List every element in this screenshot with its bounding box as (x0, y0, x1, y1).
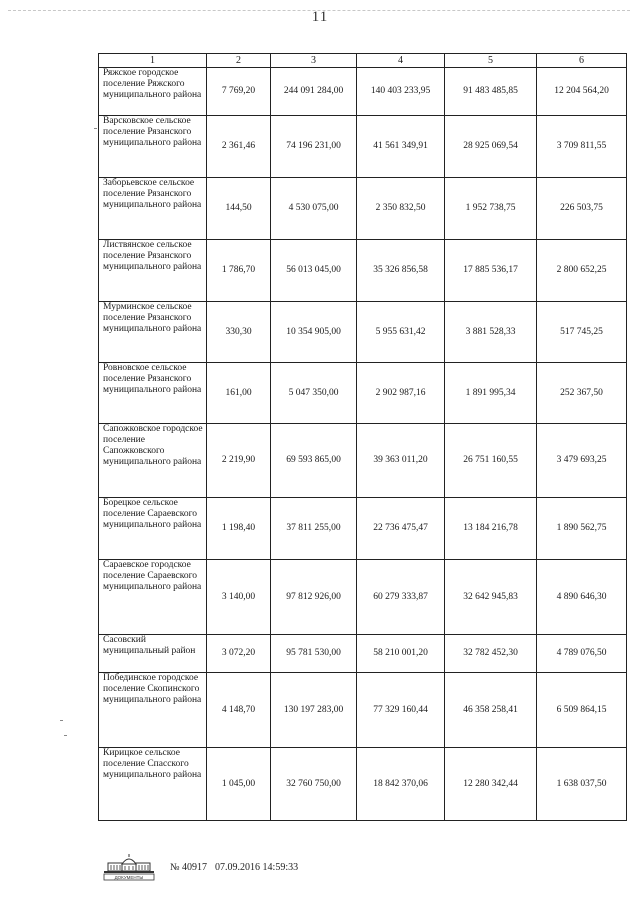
cell-col6: 517 745,25 (537, 302, 627, 363)
settlement-name: Сасовский муниципальный район (99, 635, 207, 673)
cell-col2: 3 140,00 (207, 560, 271, 635)
settlement-name: Заборьевское сельское поселение Рязанского муниципального района (99, 178, 207, 240)
data-table (98, 53, 627, 821)
cell-col4: 18 842 370,06 (357, 748, 445, 821)
cell-col4: 140 403 233,95 (357, 68, 445, 116)
cell-col6: 1 890 562,75 (537, 498, 627, 560)
cell-col3: 10 354 905,00 (271, 302, 357, 363)
cell-col4: 41 561 349,91 (357, 116, 445, 178)
cell-col2: 7 769,20 (207, 68, 271, 116)
column-header: 2 (207, 54, 271, 68)
column-header: 1 (99, 54, 207, 68)
logo-caption: ДОКУМЕНТЫ (114, 875, 144, 880)
table-row (99, 635, 627, 673)
cell-col3: 95 781 530,00 (271, 635, 357, 673)
archive-logo-icon (100, 853, 158, 881)
cell-col4: 22 736 475,47 (357, 498, 445, 560)
page-number: 11 (311, 9, 329, 25)
cell-col4: 77 329 160,44 (357, 673, 445, 748)
column-header: 4 (357, 54, 445, 68)
cell-col4: 35 326 856,58 (357, 240, 445, 302)
cell-col5: 1 952 738,75 (445, 178, 537, 240)
cell-col5: 32 782 452,30 (445, 635, 537, 673)
cell-col3: 32 760 750,00 (271, 748, 357, 821)
settlement-name: Сапожковское городское поселение Сапожковского муниципального района (99, 424, 207, 498)
cell-col6: 3 479 693,25 (537, 424, 627, 498)
table-row (99, 498, 627, 560)
cell-col5: 1 891 995,34 (445, 363, 537, 424)
settlement-name: Сараевское городское поселение Сараевского муниципального района (99, 560, 207, 635)
margin-mark (64, 735, 67, 736)
cell-col2: 3 072,20 (207, 635, 271, 673)
cell-col2: 2 361,46 (207, 116, 271, 178)
footer-stamp (100, 852, 298, 882)
cell-col4: 2 902 987,16 (357, 363, 445, 424)
settlement-name: Кирицкое сельское поселение Спасского муниципального района (99, 748, 207, 821)
cell-col6: 3 709 811,55 (537, 116, 627, 178)
table-header-row (99, 54, 627, 68)
cell-col5: 26 751 160,55 (445, 424, 537, 498)
column-header: 5 (445, 54, 537, 68)
cell-col3: 244 091 284,00 (271, 68, 357, 116)
cell-col6: 1 638 037,50 (537, 748, 627, 821)
settlement-name: Борецкое сельское поселение Сараевского муниципального района (99, 498, 207, 560)
cell-col5: 3 881 528,33 (445, 302, 537, 363)
cell-col3: 37 811 255,00 (271, 498, 357, 560)
cell-col3: 5 047 350,00 (271, 363, 357, 424)
cell-col4: 60 279 333,87 (357, 560, 445, 635)
cell-col6: 252 367,50 (537, 363, 627, 424)
cell-col6: 4 890 646,30 (537, 560, 627, 635)
cell-col2: 1 198,40 (207, 498, 271, 560)
table-row (99, 240, 627, 302)
cell-col2: 1 786,70 (207, 240, 271, 302)
registration-number: № 40917 (170, 861, 208, 873)
cell-col6: 2 800 652,25 (537, 240, 627, 302)
cell-col5: 32 642 945,83 (445, 560, 537, 635)
cell-col4: 2 350 832,50 (357, 178, 445, 240)
settlement-name: Побединское городское поселение Скопинского муниципального района (99, 673, 207, 748)
cell-col3: 56 013 045,00 (271, 240, 357, 302)
cell-col2: 2 219,90 (207, 424, 271, 498)
cell-col3: 130 197 283,00 (271, 673, 357, 748)
cell-col6: 226 503,75 (537, 178, 627, 240)
table-row (99, 178, 627, 240)
cell-col5: 13 184 216,78 (445, 498, 537, 560)
margin-mark (94, 128, 97, 129)
cell-col4: 58 210 001,20 (357, 635, 445, 673)
settlement-name: Ряжское городское поселение Ряжского муниципального района (99, 68, 207, 116)
cell-col3: 69 593 865,00 (271, 424, 357, 498)
cell-col4: 5 955 631,42 (357, 302, 445, 363)
table-row (99, 363, 627, 424)
settlement-name: Мурминское сельское поселение Рязанского муниципального района (99, 302, 207, 363)
settlement-name: Ровновское сельское поселение Рязанского муниципального района (99, 363, 207, 424)
table-row (99, 560, 627, 635)
column-header: 6 (537, 54, 627, 68)
cell-col3: 97 812 926,00 (271, 560, 357, 635)
cell-col6: 6 509 864,15 (537, 673, 627, 748)
cell-col2: 1 045,00 (207, 748, 271, 821)
cell-col6: 12 204 564,20 (537, 68, 627, 116)
margin-mark (60, 720, 63, 721)
cell-col5: 46 358 258,41 (445, 673, 537, 748)
cell-col2: 330,30 (207, 302, 271, 363)
cell-col2: 144,50 (207, 178, 271, 240)
table-row (99, 673, 627, 748)
cell-col3: 4 530 075,00 (271, 178, 357, 240)
table-row (99, 424, 627, 498)
cell-col6: 4 789 076,50 (537, 635, 627, 673)
cell-col5: 28 925 069,54 (445, 116, 537, 178)
cell-col2: 161,00 (207, 363, 271, 424)
cell-col2: 4 148,70 (207, 673, 271, 748)
table-row (99, 68, 627, 116)
cell-col5: 12 280 342,44 (445, 748, 537, 821)
settlement-name: Варсковское сельское поселение Рязанского муниципального района (99, 116, 207, 178)
cell-col3: 74 196 231,00 (271, 116, 357, 178)
cell-col5: 91 483 485,85 (445, 68, 537, 116)
cell-col5: 17 885 536,17 (445, 240, 537, 302)
cell-col4: 39 363 011,20 (357, 424, 445, 498)
settlement-name: Листвянское сельское поселение Рязанского муниципального района (99, 240, 207, 302)
table-row (99, 116, 627, 178)
table-row (99, 302, 627, 363)
table-row (99, 748, 627, 821)
registration-datetime: 07.09.2016 14:59:33 (215, 861, 299, 873)
column-header: 3 (271, 54, 357, 68)
